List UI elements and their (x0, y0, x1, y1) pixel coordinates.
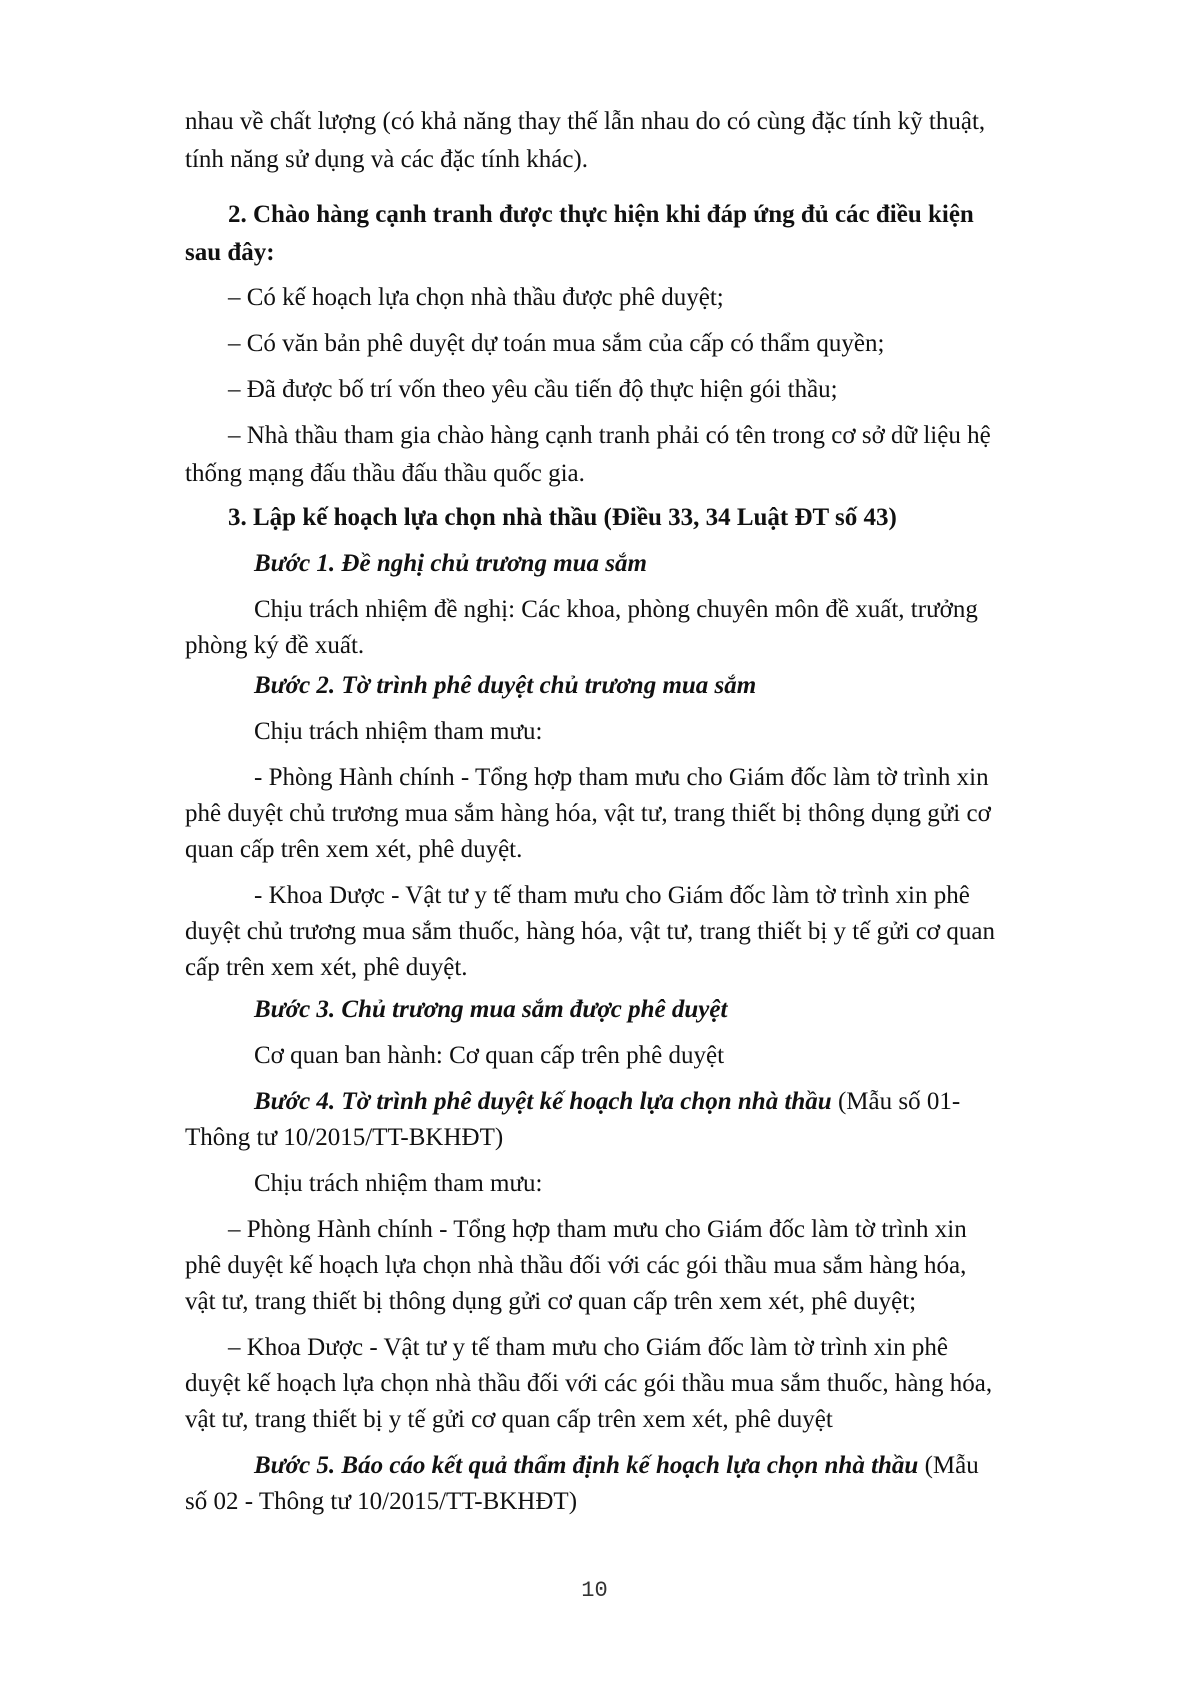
section-heading-2-cont: sau đây: (185, 239, 275, 266)
bullet-item: – Có kế hoạch lựa chọn nhà thầu được phê duyệt; (228, 284, 724, 311)
bullet-item: – Phòng Hành chính - Tổng hợp tham mưu cho Giám đốc làm tờ trình xin (228, 1216, 967, 1243)
paragraph-line: phê duyệt kế hoạch lựa chọn nhà thầu đối với các gói thầu mua sắm hàng hóa, (185, 1252, 967, 1279)
paragraph-line: vật tư, trang thiết bị thông dụng gửi cơ quan cấp trên xem xét, phê duyệt; (185, 1288, 917, 1315)
step-1-heading: Bước 1. Đề nghị chủ trương mua sắm (254, 550, 647, 577)
step-5-ref: (Mẫu (918, 1452, 979, 1479)
paragraph-line: số 02 - Thông tư 10/2015/TT-BKHĐT) (185, 1488, 578, 1515)
step-4-ref: (Mẫu số 01- (831, 1088, 961, 1115)
paragraph-line: nhau về chất lượng (có khả năng thay thế lẫn nhau do có cùng đặc tính kỹ thuật, (185, 108, 986, 135)
bullet-item: – Nhà thầu tham gia chào hàng cạnh tranh phải có tên trong cơ sở dữ liệu hệ (228, 422, 991, 449)
section-heading-2: 2. Chào hàng cạnh tranh được thực hiện khi đáp ứng đủ các điều kiện (228, 201, 974, 228)
paragraph-line: phê duyệt chủ trương mua sắm hàng hóa, vật tư, trang thiết bị thông dụng gửi cơ (185, 800, 991, 827)
bullet-item: – Đã được bố trí vốn theo yêu cầu tiến độ thực hiện gói thầu; (228, 376, 838, 403)
step-2-heading: Bước 2. Tờ trình phê duyệt chủ trương mua sắm (254, 672, 757, 699)
paragraph-line: cấp trên xem xét, phê duyệt. (185, 954, 468, 981)
paragraph-line: - Khoa Dược - Vật tư y tế tham mưu cho Giám đốc làm tờ trình xin phê (254, 882, 970, 909)
paragraph-line: tính năng sử dụng và các đặc tính khác). (185, 146, 589, 173)
paragraph-line: Thông tư 10/2015/TT-BKHĐT) (185, 1124, 504, 1151)
step-4-heading (254, 1084, 960, 1120)
paragraph-line: Chịu trách nhiệm tham mưu: (254, 1170, 543, 1197)
paragraph-line: Chịu trách nhiệm tham mưu: (254, 718, 543, 745)
paragraph-line: - Phòng Hành chính - Tổng hợp tham mưu cho Giám đốc làm tờ trình xin (254, 764, 989, 791)
step-4-title: Bước 4. Tờ trình phê duyệt kế hoạch lựa chọn nhà thầu (254, 1088, 832, 1115)
step-5-title: Bước 5. Báo cáo kết quả thẩm định kế hoạch lựa chọn nhà thầu (254, 1452, 919, 1479)
page-number: 10 (581, 1578, 608, 1603)
paragraph-line: duyệt chủ trương mua sắm thuốc, hàng hóa, vật tư, trang thiết bị y tế gửi cơ quan (185, 918, 995, 945)
bullet-item: – Có văn bản phê duyệt dự toán mua sắm của cấp có thẩm quyền; (228, 330, 885, 357)
bullet-item: – Khoa Dược - Vật tư y tế tham mưu cho Giám đốc làm tờ trình xin phê (228, 1334, 948, 1361)
section-heading-3: 3. Lập kế hoạch lựa chọn nhà thầu (Điều 33, 34 Luật ĐT số 43) (228, 504, 897, 531)
paragraph-line: duyệt kế hoạch lựa chọn nhà thầu đối với các gói thầu mua sắm thuốc, hàng hóa, (185, 1370, 993, 1397)
paragraph-line: Chịu trách nhiệm đề nghị: Các khoa, phòng chuyên môn đề xuất, trưởng (254, 596, 978, 623)
step-3-heading: Bước 3. Chủ trương mua sắm được phê duyệt (254, 996, 728, 1023)
paragraph-line: quan cấp trên xem xét, phê duyệt. (185, 836, 523, 863)
bullet-item-cont: thống mạng đấu thầu đấu thầu quốc gia. (185, 460, 585, 487)
paragraph-line: phòng ký đề xuất. (185, 632, 365, 659)
paragraph-line: vật tư, trang thiết bị y tế gửi cơ quan cấp trên xem xét, phê duyệt (185, 1406, 833, 1433)
step-5-heading (254, 1448, 979, 1484)
paragraph-line: Cơ quan ban hành: Cơ quan cấp trên phê duyệt (254, 1042, 725, 1069)
